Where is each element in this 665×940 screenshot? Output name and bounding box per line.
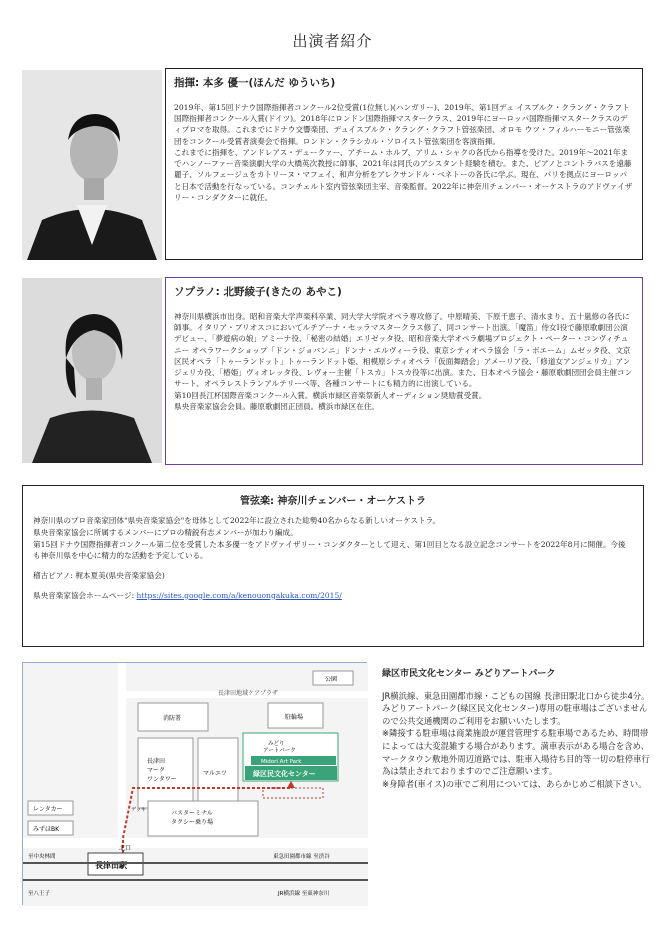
- conductor-photo: [22, 70, 162, 260]
- rehearsal-pianist: 稽古ピアノ: 梶本夏美(県央音楽家協会): [33, 571, 165, 581]
- map-station: 長津田駅: [95, 861, 127, 870]
- orchestra-desc-3: 第15回ドナウ国際指揮者コンクール第二位を受賞した本多優一をアドヴァイザリー・コンダクターとして迎え、第1回目となる設立記念コンサートを2022年8月に開催。今後も神奈川県を中心に精力的な活動を予定している。: [33, 539, 626, 561]
- access-map: [22, 662, 367, 905]
- map-fire-station: 消防署: [163, 715, 182, 722]
- access-info: [382, 668, 652, 790]
- map-yokohama-line: JR横浜線 至東神奈川: [278, 891, 330, 897]
- map-chuo-rinkan: 至中央林間: [28, 854, 56, 860]
- conductor-card: [165, 68, 643, 260]
- access-directions: JR横浜線、東急田園都市線・こどもの国線 長津田駅北口から徒歩4分。 みどりアートパーク(緑区民文化センター)専用の駐車場はございませんので公共交通機関のご利用をお願いいたします。 ※隣接する駐車場は商業施設が運営管理する駐車場であるため、時間帯によっては大変混雑する場合があります。満車表示がある場合を含め、マークタウン敷地外周辺道路では、駐車入場待ち目的等一切の駐停車行為は禁止されておりますのでご注意願います。 ※身障者(車イス)の車でご利用については、あらかじめご相談下さい。: [382, 690, 650, 789]
- map-rental: レンタカー: [33, 806, 63, 813]
- venue-name: 緑区市民文化センター みどりアートパーク: [382, 669, 556, 679]
- map-art-park-en: Midori Art Park: [261, 759, 302, 765]
- orchestra-desc-2: 県央音楽家協会に所属するメンバーにプロの精鋭有志メンバーが加わり編成。: [33, 527, 298, 537]
- map-mark-one: 長津田マークワンタワー: [147, 758, 177, 783]
- orchestra-section: [22, 485, 644, 647]
- map-parking: 駐輪場: [285, 714, 304, 721]
- homepage-label: 県央音楽家協会ホームページ:: [33, 590, 135, 600]
- map-north-exit: 北口: [119, 845, 132, 852]
- map-park-label: 公園: [325, 676, 338, 683]
- map-denentoshi: 東急田園都市線 至渋谷: [273, 854, 330, 860]
- orchestra-desc-1: 神奈川県のプロ音楽家団体"県央音楽家協会"を母体として2022年に設立された総勢40名からなる新しいオーケストラ。: [33, 516, 441, 525]
- conductor-bio: 2019年、第15回ドナウ国際指揮者コンクール2位受賞(1位無し)(ハンガリー)、2019年、第1回デュ イスブルク・クラング・クラフト国際指揮者コンクール入賞(ドイツ)。2018年にロンドン国際指揮マスタークラス、2019年にヨーロッパ国際指揮マスタークラスのディプロマを取得。これまでにドナウ交響楽団、デュイスブルク・クラング・クラフト管弦楽団、オロモ ウツ・フィルハーモニー管弦楽団をコンクール受賞者演奏会で指揮。ロンドン・クラシカル・ソロイスト管弦楽団を客演指揮。 これまでに指揮を、アンドレアス・デュークァー、アチーム・ホルブ、アリム・シャクの各氏から指導を受けた。2019年〜2021年までハンノーファー音楽演劇大学の大橋英次教授に師事、2021年は同氏のアシスタント経験を積む。また、ピアノとコントラバスを遠藤麗子、ソルフェージュをカトリーヌ・マフェイ、和声分析をアレクサンドル・ベネトーの各氏に学ぶ。現在、パリを拠点にヨーロッパと日本で活動を行なっている。コンチェルト室内管弦楽団主宰、音楽監督。2022年に神奈川チェンバー・オーケストラのアドヴァイザリー・コンダクターに就任。: [174, 103, 633, 202]
- soprano-bio: 神奈川県横浜市出身。昭和音楽大学声楽科卒業、同大学大学院オペラ専攻修了。中原晴美、下原千恵子、清水まり、五十嵐修の各氏に師事。イタリア・ブリオスコにおいてルチアーナ・セッラマスタークラス修了、同コンサート出演。「魔笛」侍女Ⅰ役で藤原歌劇団公演デビュー、「夢遊病の娘」アミーナ役、「秘密の結婚」エリゼッタ役、昭和音楽大学オペラ劇場プロジェクト・ペーター・コンヴィチュニー オペラワークショップ「ドン・ジョバンニ」ドンナ・エルヴィーラ役、東京シティオペラ協会「ラ・ボエーム」ムゼッタ役、文京区民オペラ「トゥーランドット」トゥーランドット姫、相模原シティオペラ「仮面舞踏会」アメーリア役、「修道女アンジェリカ」アンジェリカ役、「椿姫」ヴィオレッタ役、レヴォー主催「トスカ」トスカ役等に出演。また、日本オペラ協会・藤原歌劇団団会員主催コンサート、オペラレストランアルテリーベ等、各種コンサートにも精力的に出演している。 第10回長江杯国際音楽コンクール入賞。横浜市緑区音楽祭新人オーディション奨励賞受賞。 県央音楽家協会会員。藤原歌劇団正団員。横浜市緑区在住。: [174, 312, 633, 411]
- map-center: 緑区民文化センター: [253, 770, 316, 778]
- map-maruetsu: マルエツ: [203, 770, 228, 777]
- soprano-card: [165, 277, 643, 465]
- homepage-line: [33, 590, 633, 602]
- map-mizuho: みずほBK: [33, 826, 60, 833]
- orchestra-name: 管弦楽: 神奈川チェンバー・オーケストラ: [239, 496, 427, 507]
- soprano-photo: [22, 278, 162, 463]
- map-art-park-jp: みどりアートパーク: [263, 741, 296, 754]
- map-care-plaza: 長津田地域ケアプラザ: [218, 690, 279, 697]
- soprano-name: ソプラノ: 北野綾子(きたの あやこ): [174, 286, 342, 298]
- page-title: 出演者紹介: [292, 32, 373, 50]
- map-hachioji: 至八王子: [28, 891, 51, 897]
- map-deck: デッキ: [131, 807, 146, 813]
- conductor-name: 指揮: 本多 優一(ほんだ ゆういち): [174, 77, 336, 89]
- homepage-link[interactable]: https://sites.google.com/a/kenouongakuka.com/2015/: [136, 590, 342, 600]
- map-bus-terminal: バスターミナルタクシー乗り場: [171, 810, 214, 826]
